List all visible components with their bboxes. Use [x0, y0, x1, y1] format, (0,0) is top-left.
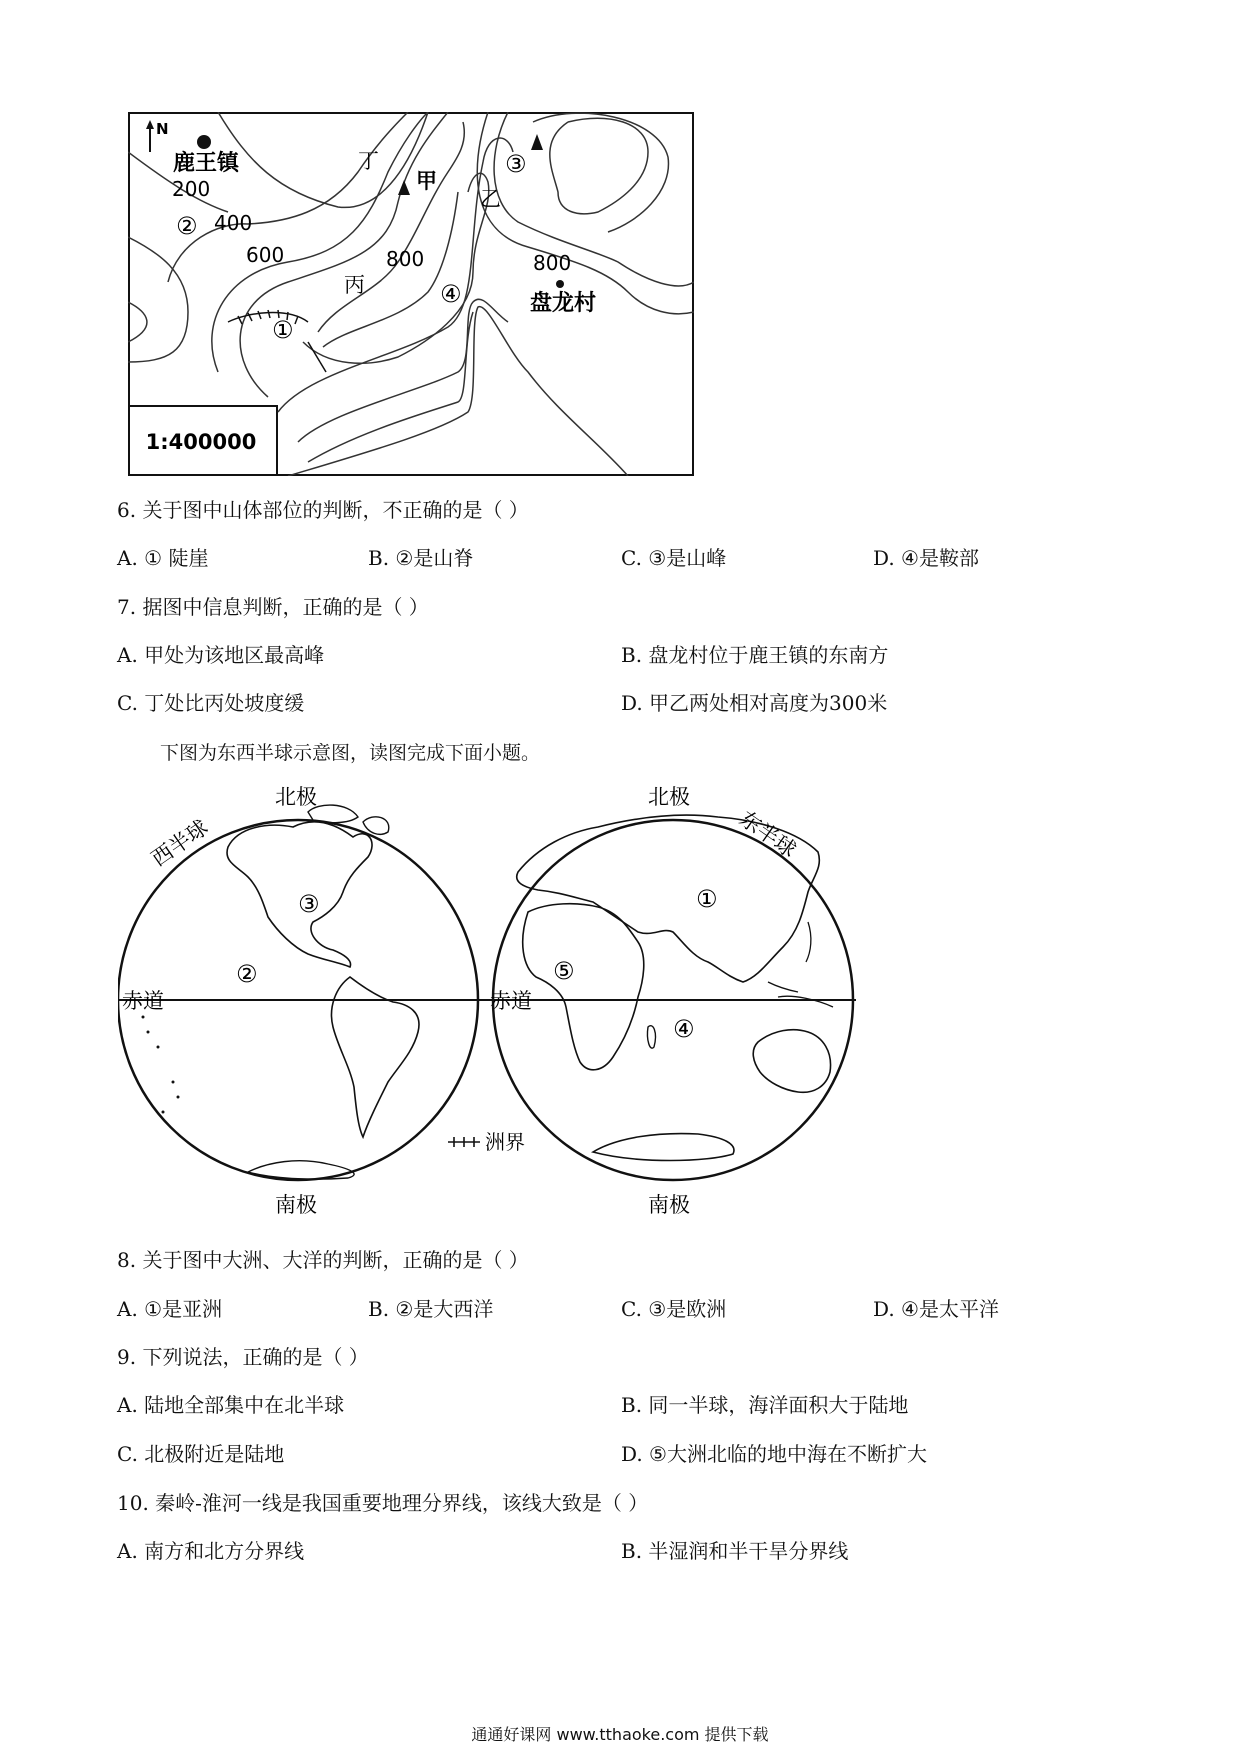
peak-jia-icon — [398, 180, 410, 195]
marker-east-5: ⑤ — [553, 957, 575, 985]
contour-map — [128, 112, 694, 476]
marker-2: ② — [176, 212, 198, 240]
marker-east-1: ① — [696, 885, 718, 913]
panlong-label: 盘龙村 — [530, 291, 597, 316]
panlong-dot — [556, 280, 564, 288]
east-equator-label: 赤道 — [490, 989, 532, 1013]
marker-ding: 丁 — [358, 149, 379, 173]
contour-400: 400 — [214, 211, 253, 235]
q6-option-b[interactable]: B. ②是山脊 — [368, 546, 474, 570]
q10-option-b[interactable]: B. 半湿润和半干旱分界线 — [621, 1539, 849, 1563]
west-south-pole-label: 南极 — [275, 1193, 317, 1217]
marker-bing: 丙 — [344, 273, 365, 297]
q6-option-d[interactable]: D. ④是鞍部 — [873, 546, 979, 570]
q7-option-c[interactable]: C. 丁处比丙处坡度缓 — [117, 691, 305, 715]
contour-800b: 800 — [533, 251, 572, 275]
q8-option-c[interactable]: C. ③是欧洲 — [621, 1297, 727, 1321]
hemisphere-map — [118, 782, 858, 1222]
luwang-dot — [197, 135, 211, 149]
q8-option-d[interactable]: D. ④是太平洋 — [873, 1297, 999, 1321]
west-equator-label: 赤道 — [122, 989, 164, 1013]
marker-west-3: ③ — [298, 890, 320, 918]
q9-text: 9. 下列说法，正确的是（ ） — [117, 1345, 369, 1369]
contour-200: 200 — [172, 177, 211, 201]
marker-jia: 甲 — [416, 169, 437, 193]
legend-label: 洲界 — [485, 1130, 525, 1154]
marker-1: ① — [272, 316, 294, 344]
marker-east-4: ④ — [673, 1015, 695, 1043]
marker-west-2: ② — [236, 960, 258, 988]
marker-4: ④ — [440, 280, 462, 308]
north-label: N — [156, 120, 169, 138]
q7-option-b[interactable]: B. 盘龙村位于鹿王镇的东南方 — [621, 643, 889, 667]
luwang-label: 鹿王镇 — [173, 151, 240, 176]
east-hemisphere-label: 东半球 — [735, 806, 801, 863]
scale-label: 1:400000 — [145, 430, 257, 454]
marker-3: ③ — [505, 150, 527, 178]
q9-option-b[interactable]: B. 同一半球，海洋面积大于陆地 — [621, 1393, 909, 1417]
q7-option-a[interactable]: A. 甲处为该地区最高峰 — [117, 643, 325, 667]
q9-option-a[interactable]: A. 陆地全部集中在北半球 — [117, 1393, 345, 1417]
q7-option-d[interactable]: D. 甲乙两处相对高度为300米 — [621, 691, 888, 715]
australia-shape — [753, 1030, 830, 1093]
intro-text: 下图为东西半球示意图，读图完成下面小题。 — [160, 742, 541, 764]
q9-option-c[interactable]: C. 北极附近是陆地 — [117, 1442, 285, 1466]
q6-text: 6. 关于图中山体部位的判断，不正确的是（ ） — [117, 498, 529, 522]
west-north-pole-label: 北极 — [275, 785, 317, 809]
marker-yi: 乙 — [480, 187, 501, 211]
q8-option-b[interactable]: B. ②是大西洋 — [368, 1297, 494, 1321]
west-hemisphere-label: 西半球 — [147, 815, 213, 872]
q6-option-a[interactable]: A. ① 陡崖 — [117, 546, 209, 570]
east-north-pole-label: 北极 — [648, 785, 690, 809]
q9-option-d[interactable]: D. ⑤大洲北临的地中海在不断扩大 — [621, 1442, 927, 1466]
contour-600: 600 — [246, 243, 285, 267]
q7-text: 7. 据图中信息判断，正确的是（ ） — [117, 595, 429, 619]
africa-shape — [523, 904, 644, 1070]
contour-800a: 800 — [386, 247, 425, 271]
q8-option-a[interactable]: A. ①是亚洲 — [117, 1297, 223, 1321]
q8-text: 8. 关于图中大洲、大洋的判断，正确的是（ ） — [117, 1248, 529, 1272]
north-arrow-icon — [146, 120, 154, 152]
q10-text: 10. 秦岭-淮河一线是我国重要地理分界线，该线大致是（ ） — [117, 1491, 649, 1515]
page-footer: 通通好课网 www.tthaoke.com 提供下载 — [471, 1725, 769, 1744]
q6-option-c[interactable]: C. ③是山峰 — [621, 546, 727, 570]
peak-3-icon — [531, 134, 543, 150]
continent-boundary-legend-icon — [448, 1137, 480, 1147]
east-south-pole-label: 南极 — [648, 1193, 690, 1217]
q10-option-a[interactable]: A. 南方和北方分界线 — [117, 1539, 305, 1563]
